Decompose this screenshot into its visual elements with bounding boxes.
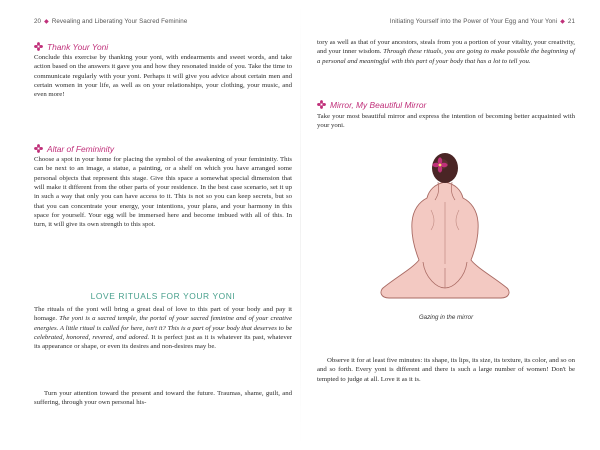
left-page xyxy=(34,0,292,450)
right-page xyxy=(317,0,575,450)
paragraph-mirror: Take your most beautiful mirror and express the intention of becoming better acquainted with your yoni. xyxy=(317,113,575,130)
section-heading-thank-your-yoni xyxy=(34,42,108,52)
flower-icon xyxy=(317,100,326,109)
page-number-left: 20 xyxy=(34,18,42,25)
paragraph-emphasis: Through these rituals, you are going to make possible the beginning of a personal and meaningful with this part of your body that has a lot to tell you. xyxy=(317,48,576,65)
illustration-woman-from-behind xyxy=(365,138,525,308)
paragraph-continuation xyxy=(317,38,575,66)
running-title-left: Revealing and Liberating Your Sacred Feminine xyxy=(51,18,188,25)
paragraph-emphasis: The yoni is a sacred temple, the portal of your sacred feminine and of your creative energies. A little ritual is called for here, isn't it? This is a part of your body that deserves to be celebrated, honored, revered, and adored. xyxy=(34,315,292,342)
paragraph-text: tory as well as that of your ancestors, steals from you a portion of your vitality, your creativity, and your inner wisdom. xyxy=(317,39,575,56)
paragraph-altar-of-femininity: Choose a spot in your home for placing the symbol of the awakening of your femininity. This can be next to an image, a statue, a painting, or a shelf on which you have arranged some personal objects that represent this stage. Give this space a somewhat special dimension that will make it different from the other parts of your residence. In the best case scenario, set it up in such a way that only you can have access to it. This is not so you can keep secrets, but so that you can concentrate your energy, your intentions, your plans, and your harmony in this space for yourself. Your egg will be immersed here and become imbued with all of this. In turn, it will give its own strength to this spot. xyxy=(34,156,292,229)
flower-icon xyxy=(34,42,43,51)
paragraph-present-future: Turn your attention toward the present and toward the future. Traumas, shame, guilt, and suffering, through your own personal his- xyxy=(34,390,292,407)
section-heading-text: Altar of Femininity xyxy=(47,144,115,154)
diamond-icon: ◆ xyxy=(44,19,49,25)
running-head-right xyxy=(390,18,575,25)
paragraph-observe: Observe it for at least five minutes: its shape, its lips, its size, its texture, its color, and so on and so forth. Every yoni is different and there is such a large number of women! Don't be tempted to judge at all. Love it as it is. xyxy=(317,357,575,383)
book-gutter xyxy=(300,0,301,450)
flower-icon xyxy=(34,144,43,153)
section-heading-text: Thank Your Yoni xyxy=(47,42,109,52)
paragraph-text: It is perfect just as it is whatever its past, whatever its appearance or shape, or even its desires and non-desires may be. xyxy=(34,334,293,351)
illustration-caption: Gazing in the mirror xyxy=(418,314,474,321)
section-heading-mirror xyxy=(317,100,426,110)
section-heading-altar-of-femininity xyxy=(34,144,114,154)
running-title-right: Initiating Yourself into the Power of Your Egg and Your Yoni xyxy=(389,18,558,25)
running-head-left xyxy=(34,18,187,25)
paragraph-text: The rituals of the yoni will bring a great deal of love to this part of your body and pay it homage. xyxy=(34,306,292,323)
paragraph-thank-your-yoni: Conclude this exercise by thanking your yoni, with endearments and sweet words, and take action based on the answers it gave you and how they resonated inside of you. Take the time to communicate regularly with your yoni. Perhaps it will give you advice about certain men and certain women in your life, as well as on your relationships, your clothing, your music, and even more! xyxy=(34,54,292,99)
paragraph-love-rituals xyxy=(34,305,292,352)
section-heading-text: Mirror, My Beautiful Mirror xyxy=(330,100,427,110)
diamond-icon: ◆ xyxy=(560,19,565,25)
page-number-right: 21 xyxy=(567,18,575,25)
chapter-subheading-love-rituals: LOVE RITUALS FOR YOUR YONI xyxy=(90,291,236,301)
